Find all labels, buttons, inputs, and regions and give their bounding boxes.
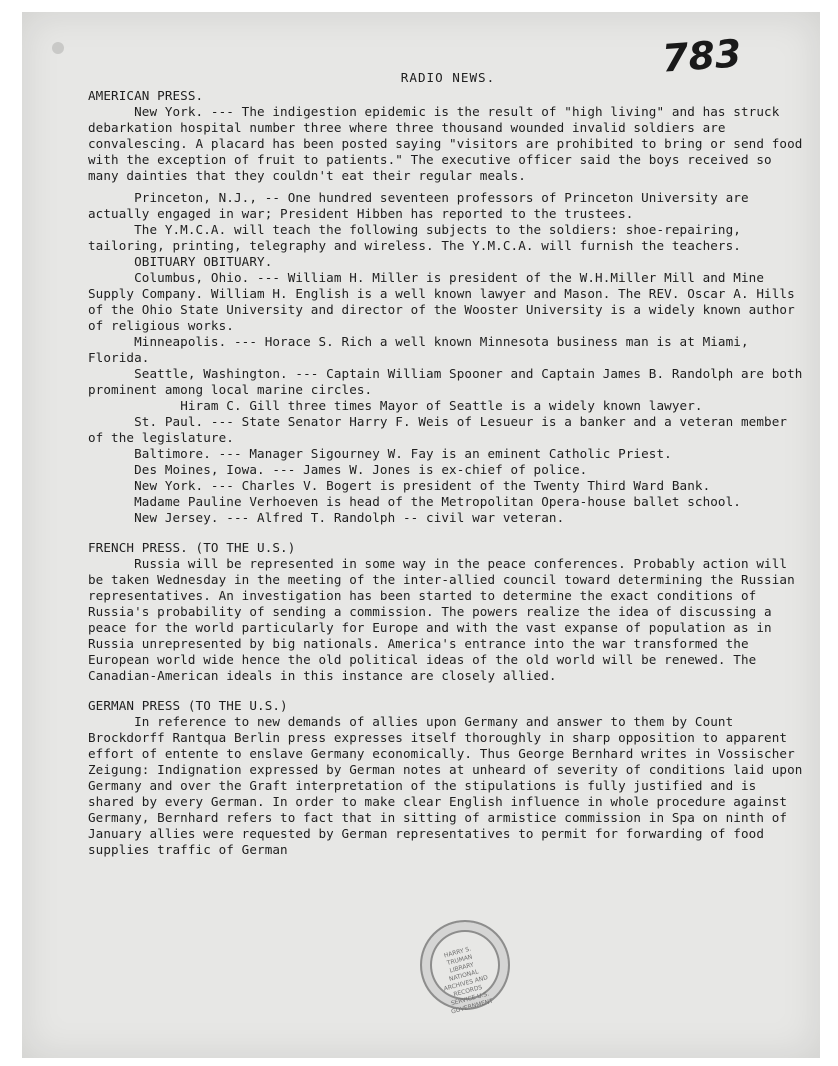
paragraph: The Y.M.C.A. will teach the following subjects to the soldiers: shoe-repairing, tailoring, printing, telegraphy and wireless. The Y.M.C.A. will furnish the teachers. [88, 222, 749, 253]
stamp-text: HARRY S. TRUMAN LIBRARY NATIONAL ARCHIVES AND RECORDS SERVICE U.S. GOVERNMENT [443, 945, 494, 1016]
paragraph: Hiram C. Gill three times Mayor of Seattle is a widely known lawyer. [88, 398, 703, 413]
paragraph: Des Moines, Iowa. --- James W. Jones is ex-chief of police. [88, 462, 588, 477]
section-american-press [88, 88, 811, 526]
paragraph: Seattle, Washington. --- Captain William Spooner and Captain James B. Randolph are both prominent among local marine circles. [88, 366, 811, 397]
paragraph: Princeton, N.J., -- One hundred seventeen professors of Princeton University are actually engaged in war; President Hibben has reported to the trustees. [88, 190, 757, 221]
paragraph: Columbus, Ohio. --- William H. Miller is president of the W.H.Miller Mill and Mine Supply Company. William H. English is a well known lawyer and Mason. The REV. Oscar A. Hills of the Ohio State University and director of the Wooster University is a widely known author of religious works. [88, 270, 803, 333]
page-number: 783 [660, 31, 743, 81]
section-heading: AMERICAN PRESS. [88, 88, 204, 103]
paragraph: Minneapolis. --- Horace S. Rich a well known Minnesota business man is at Miami, Florida. [88, 334, 757, 365]
paragraph: In reference to new demands of allies upon Germany and answer to them by Count Brockdorff Rantqua Berlin press expresses itself thoroughly in sharp opposition to apparent effort of entente to enslave Germany economically. Thus George Bernhard writes in Vossischer Zeigung: Indignation expressed by German notes at unheard of severity of conditions laid upon Germany and over the Graft interpretation of the stipulations is fully justified and is shared by every German. In order to make clear English influence in whole procedure against Germany, Bernhard refers to fact that in sitting of armistice commission in Spa on ninth of January allies were requested by German representatives to permit for forwarding of food supplies traffic of German [88, 714, 811, 857]
section-french-press [88, 540, 808, 684]
document-title: RADIO NEWS. [400, 70, 496, 85]
paragraph: Madame Pauline Verhoeven is head of the Metropolitan Opera-house ballet school. [88, 494, 741, 509]
library-stamp [420, 920, 510, 1016]
paragraph: OBITUARY OBITUARY. [88, 254, 273, 269]
paragraph: New York. --- Charles V. Bogert is president of the Twenty Third Ward Bank. [88, 478, 711, 493]
paragraph: St. Paul. --- State Senator Harry F. Weis of Lesueur is a banker and a veteran member of the legislature. [88, 414, 795, 445]
section-heading: FRENCH PRESS. (TO THE U.S.) [88, 540, 296, 555]
paragraph: New Jersey. --- Alfred T. Randolph -- civil war veteran. [88, 510, 565, 525]
paragraph: Baltimore. --- Manager Sigourney W. Fay is an eminent Catholic Priest. [88, 446, 672, 461]
paragraph: New York. --- The indigestion epidemic is the result of "high living" and has struck debarkation hospital number three where three thousand wounded invalid soldiers are convalescing. A placard has been posted saying "visitors are prohibited to bring or send food with the exception of fruit to patients." The executive officer said the boys received so many dainties that they couldn't eat their regular meals. [88, 104, 811, 183]
paragraph: Russia will be represented in some way in the peace conferences. Probably action will be taken Wednesday in the meeting of the inter-allied council toward determining the Russian representatives. An investigation has been started to determine the exact conditions of Russia's probability of sending a commission. The powers realize the idea of discussing a peace for the world particularly for Europe and with the vast expanse of population as in Russia unrepresented by big nationals. America's entrance into the war transformed the European world wide hence the old political ideas of the old world will be renewed. The Canadian-American ideals in this instance are closely allied. [88, 556, 803, 683]
document-page [22, 12, 820, 1058]
section-heading: GERMAN PRESS (TO THE U.S.) [88, 698, 288, 713]
punch-hole [52, 42, 64, 54]
document-body [88, 70, 811, 858]
section-german-press [88, 698, 811, 858]
